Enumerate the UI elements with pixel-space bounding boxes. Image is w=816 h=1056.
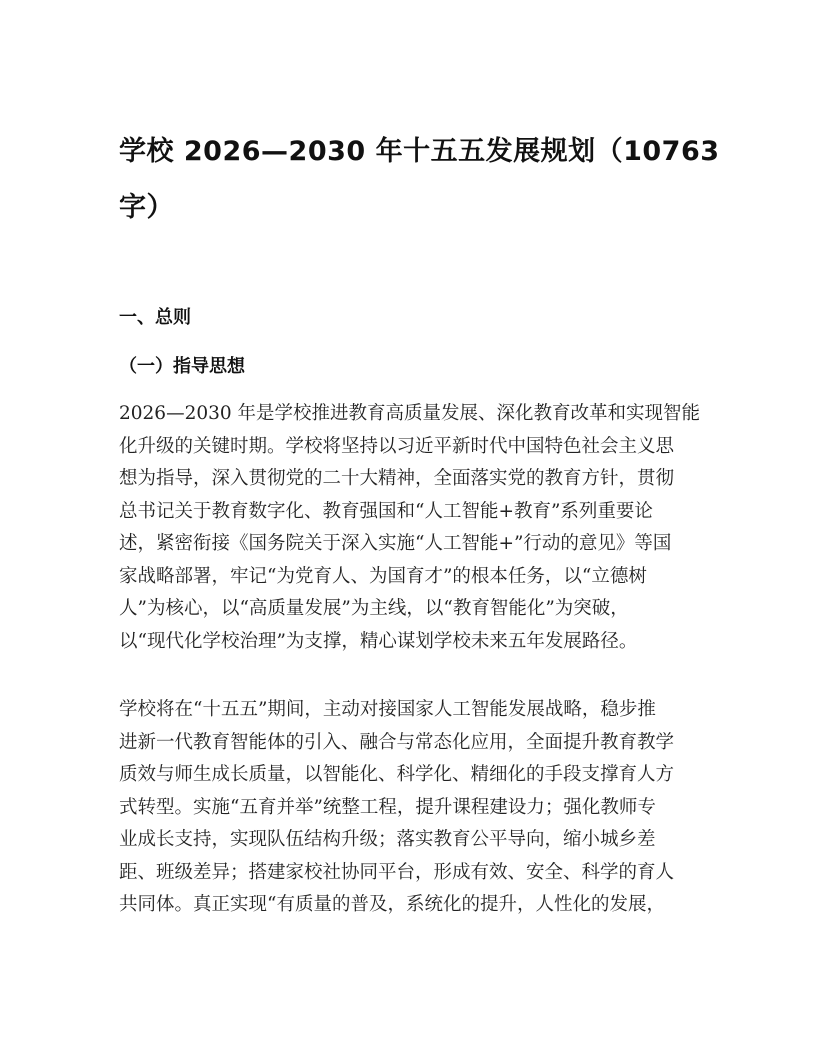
paragraph-line: 业成长支持，实现队伍结构升级；落实教育公平导向，缩小城乡差 (119, 829, 656, 850)
paragraph-line: 化升级的关键时期。学校将坚持以习近平新时代中国特色社会主义思 (119, 435, 675, 457)
paragraph-line: 共同体。真正实现“有质量的普及，系统化的提升，人性化的发展， (119, 894, 665, 915)
subsection-heading: （一）指导思想 (119, 356, 245, 377)
body-paragraph (119, 694, 699, 922)
body-paragraph (119, 398, 699, 658)
paragraph-line: 以“现代化学校治理”为支撑，精心谋划学校未来五年发展路径。 (119, 630, 638, 652)
paragraph-line: 质效与师生成长质量，以智能化、科学化、精细化的手段支撑育人方 (119, 764, 675, 785)
document-title (119, 124, 720, 236)
title-line: 学校 2026—2030 年十五五发展规划（10763 (119, 136, 720, 167)
paragraph-line: 式转型。实施“五育并举”统整工程，提升课程建设力；强化教师专 (119, 796, 656, 818)
paragraph-line: 人”为核心，以“高质量发展”为主线，以“教育智能化”为突破， (119, 598, 629, 619)
section-heading: 一、总则 (119, 307, 191, 328)
paragraph-line: 总书记关于教育数字化、教育强国和“人工智能+教育”系列重要论 (119, 500, 653, 522)
paragraph-line: 述，紧密衔接《国务院关于深入实施“人工智能+”行动的意见》等国 (119, 533, 672, 554)
paragraph-line: 距、班级差异；搭建家校社协同平台，形成有效、安全、科学的育人 (119, 861, 675, 883)
paragraph-line: 想为指导，深入贯彻党的二十大精神，全面落实党的教育方针，贯彻 (119, 468, 675, 489)
paragraph-line: 学校将在“十五五”期间，主动对接国家人工智能发展战略，稳步推 (119, 699, 656, 720)
paragraph-line: 家战略部署，牢记“为党育人、为国育才”的根本任务，以“立德树 (119, 565, 647, 587)
paragraph-line: 进新一代教育智能体的引入、融合与常态化应用，全面提升教育教学 (119, 731, 675, 753)
title-line: 字） (119, 192, 174, 223)
paragraph-line: 2026—2030 年是学校推进教育高质量发展、深化教育改革和实现智能 (119, 403, 701, 424)
